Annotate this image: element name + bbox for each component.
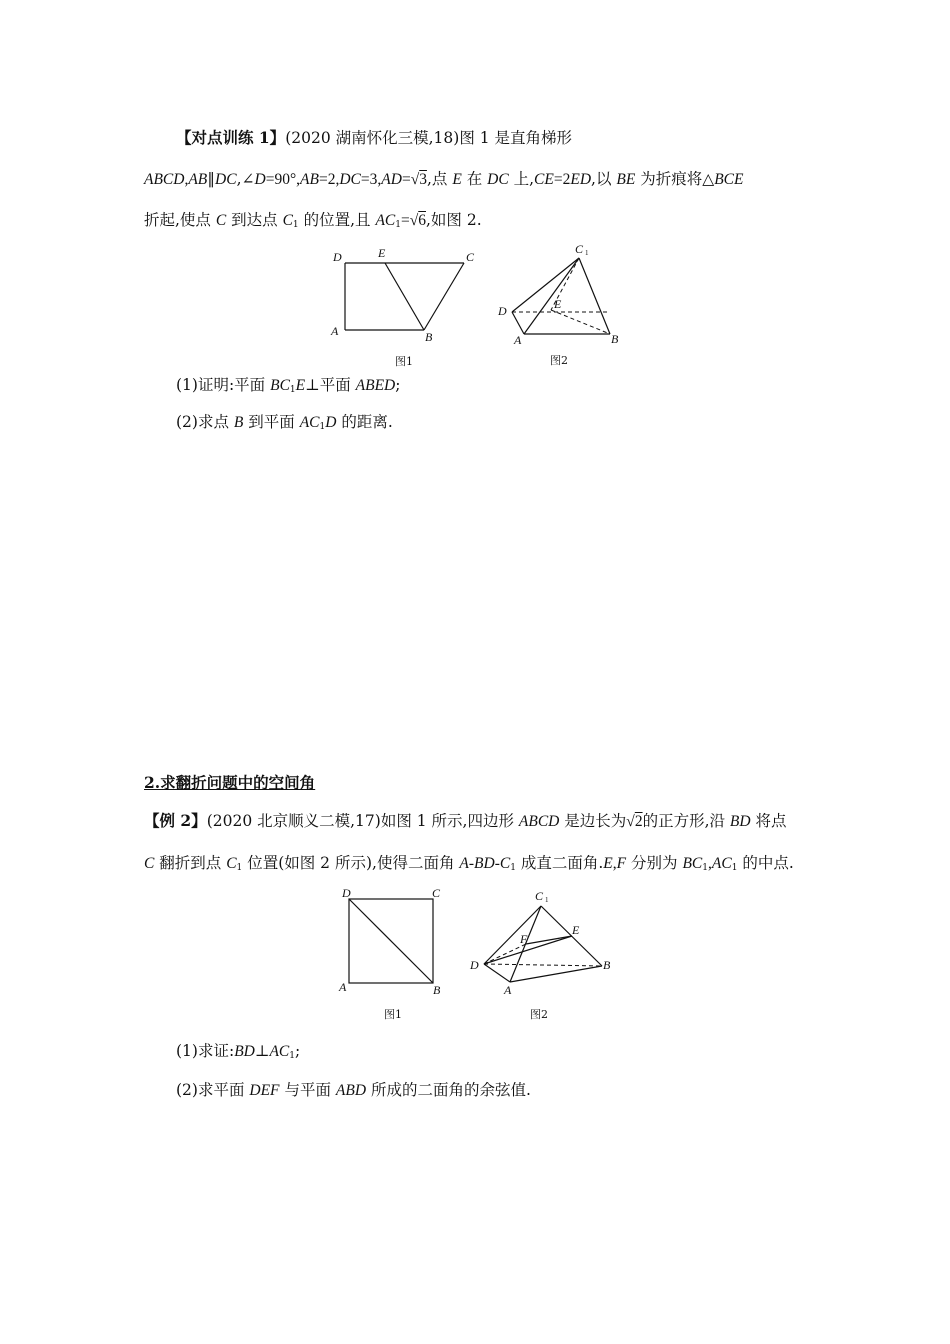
text-segment: - — [494, 855, 500, 872]
exercise1-line3 — [144, 210, 482, 235]
text-segment: 与平面 — [279, 1081, 336, 1099]
label-E: E — [572, 923, 580, 937]
text-segment: AD — [381, 171, 402, 188]
label-B: B — [611, 332, 619, 346]
text-segment: 折起,使点 — [144, 211, 216, 229]
text-segment: ⊥ — [254, 1042, 270, 1060]
diagonal-BD — [349, 899, 433, 983]
text-segment: 将点 — [750, 812, 787, 830]
figure2-caption: 图2 — [550, 354, 568, 367]
text-segment: C — [226, 855, 237, 872]
label-E: E — [378, 246, 386, 260]
text-segment: 是边长为 — [559, 812, 627, 830]
text-segment: E — [603, 855, 613, 872]
sqrt-symbol: √3 — [410, 171, 427, 188]
text-segment: DEF — [249, 1082, 280, 1099]
label-A: A — [504, 983, 512, 997]
text-segment: =2 — [553, 171, 571, 188]
text-segment: 所成的二面角的余弦值. — [366, 1081, 531, 1099]
subscript: 1 — [289, 1051, 295, 1061]
sqrt-symbol: √6 — [409, 212, 426, 229]
text-segment: , — [612, 855, 617, 872]
label-D: D — [342, 886, 351, 900]
label-C: C — [432, 886, 441, 900]
subscript: 1 — [319, 422, 326, 432]
text-segment: B — [233, 414, 244, 431]
text-segment: C — [282, 212, 293, 229]
example2-figure2 — [466, 884, 626, 1028]
text-segment: C — [499, 855, 511, 872]
text-segment: DC — [215, 171, 237, 188]
label-C1: C — [575, 242, 584, 256]
text-segment: BCE — [714, 171, 744, 188]
subscript: 1 — [731, 863, 738, 873]
text-segment: ,如图 2. — [426, 211, 482, 229]
subscript: 1 — [395, 220, 401, 230]
text-segment: 如图 1 所示,四边形 — [380, 812, 519, 830]
example2-question1 — [176, 1041, 300, 1066]
text-segment: DC — [487, 171, 509, 188]
example2-figure1 — [334, 884, 454, 1028]
label-B: B — [603, 958, 611, 972]
text-segment: =90°, — [265, 171, 301, 188]
text-segment: 的中点. — [737, 854, 794, 872]
subscript: 1 — [702, 863, 709, 873]
edge-AB — [510, 966, 602, 982]
text-segment: BD — [474, 855, 495, 872]
text-segment: , — [708, 855, 712, 872]
label-F: F — [520, 932, 528, 946]
edge-DA — [512, 312, 524, 334]
label-E: E — [554, 297, 562, 311]
text-segment: A — [459, 855, 469, 872]
text-segment: - — [468, 855, 475, 872]
label-C: C — [466, 250, 475, 264]
text-segment: F — [616, 855, 627, 872]
text-segment: AB — [300, 171, 319, 188]
sqrt-radicand: 6 — [418, 212, 426, 229]
text-segment: D — [325, 414, 337, 431]
text-segment: =2, — [318, 171, 340, 188]
label-C1-sub: 1 — [545, 896, 549, 904]
text-segment: AC — [299, 414, 320, 431]
example2-tag: 【例 2】 — [144, 811, 207, 830]
text-segment: D — [254, 171, 266, 188]
text-segment: , — [184, 171, 189, 188]
exercise1-figure1 — [328, 244, 478, 372]
exercise1-intro-line — [176, 128, 572, 148]
text-segment: ED — [570, 171, 592, 188]
text-segment: C — [215, 212, 227, 229]
label-B: B — [433, 983, 441, 997]
text-segment: ABCD — [144, 171, 185, 188]
text-segment: DC — [339, 171, 361, 188]
text-segment: 的位置,且 — [298, 211, 376, 229]
text-segment: (1)求证: — [176, 1042, 235, 1060]
text-segment: (2)求点 — [176, 413, 234, 431]
exercise1-source: (2020 湖南怀化三模,18) — [285, 129, 460, 147]
edge-DF-hidden — [484, 944, 526, 964]
label-C1: C — [535, 889, 544, 903]
exercise1-intro: 图 1 是直角梯形 — [459, 129, 573, 147]
text-segment: AC — [269, 1043, 290, 1060]
text-segment: 为折痕将△ — [635, 170, 715, 188]
example2-question2 — [176, 1080, 531, 1101]
figure2-caption: 图2 — [530, 1008, 548, 1021]
text-segment: ABD — [335, 1082, 367, 1099]
text-segment: = — [400, 212, 410, 229]
sqrt-symbol: √2 — [626, 813, 643, 830]
text-segment: BC — [270, 377, 290, 394]
text-segment: 到平面 — [243, 413, 300, 431]
exercise1-question1 — [176, 375, 400, 400]
sqrt-radicand: 3 — [419, 171, 427, 188]
text-segment: E — [452, 171, 462, 188]
text-segment: AB — [188, 171, 208, 188]
text-segment: 分别为 — [626, 854, 683, 872]
edge-DA — [484, 964, 510, 982]
subscript: 1 — [510, 863, 516, 873]
subscript: 1 — [292, 220, 299, 230]
text-segment: 翻折到点 — [154, 854, 227, 872]
text-segment: ,以 — [591, 170, 617, 188]
text-segment: ABCD — [518, 813, 560, 830]
text-segment: ; — [294, 1042, 301, 1060]
text-segment: AC — [711, 855, 732, 872]
label-A: A — [339, 980, 347, 994]
text-segment: 到达点 — [226, 211, 283, 229]
subscript: 1 — [236, 863, 243, 873]
figure1-caption: 图1 — [395, 355, 413, 368]
text-segment: AC — [375, 212, 396, 229]
edge-BC — [424, 263, 464, 330]
text-segment: 的距离. — [336, 413, 393, 431]
text-segment: CE — [534, 171, 554, 188]
text-segment: 在 — [461, 170, 488, 188]
text-segment: (2)求平面 — [176, 1081, 250, 1099]
edge-C1B — [579, 258, 610, 334]
text-segment: E — [295, 377, 306, 394]
label-D: D — [470, 958, 479, 972]
example2-line1 — [144, 811, 787, 832]
sqrt-radicand: 2 — [634, 813, 643, 830]
text-segment: 的正方形,沿 — [642, 812, 730, 830]
figure1-caption: 图1 — [384, 1008, 402, 1021]
example2-source: (2020 北京顺义二模,17) — [206, 812, 381, 830]
edge-DB-hidden — [484, 964, 602, 966]
label-C1-sub: 1 — [585, 249, 589, 257]
label-A: A — [331, 324, 339, 338]
text-segment: 成直二面角. — [515, 854, 604, 872]
exercise1-figure2 — [494, 240, 634, 372]
text-segment: ,∠ — [236, 170, 255, 188]
text-segment: C — [144, 855, 155, 872]
exercise1-line2 — [144, 169, 743, 190]
text-segment: BD — [729, 813, 751, 830]
exercise1-tag: 【对点训练 1】 — [176, 128, 286, 147]
text-segment: BD — [234, 1043, 255, 1060]
label-D: D — [333, 250, 342, 264]
text-segment: ∥ — [207, 171, 216, 188]
text-segment: ⊥平面 — [305, 376, 356, 394]
text-segment: 位置(如图 2 所示),使得二面角 — [242, 854, 460, 872]
text-segment: = — [401, 171, 411, 188]
text-segment: ,点 — [426, 170, 453, 188]
example2-line2 — [144, 853, 794, 878]
exercise1-question2 — [176, 412, 393, 437]
text-segment: ABED — [355, 377, 396, 394]
text-segment: 上, — [508, 170, 535, 188]
label-A: A — [514, 333, 522, 347]
text-segment: BE — [616, 171, 636, 188]
text-segment: =3, — [360, 171, 382, 188]
subscript: 1 — [289, 385, 296, 395]
label-B: B — [425, 330, 433, 344]
edge-EB — [385, 263, 424, 330]
section2-heading: 2.求翻折问题中的空间角 — [144, 773, 316, 792]
text-segment: (1)证明:平面 — [176, 376, 271, 394]
text-segment: ; — [395, 376, 401, 394]
text-segment: BC — [682, 855, 703, 872]
label-D: D — [498, 304, 507, 318]
